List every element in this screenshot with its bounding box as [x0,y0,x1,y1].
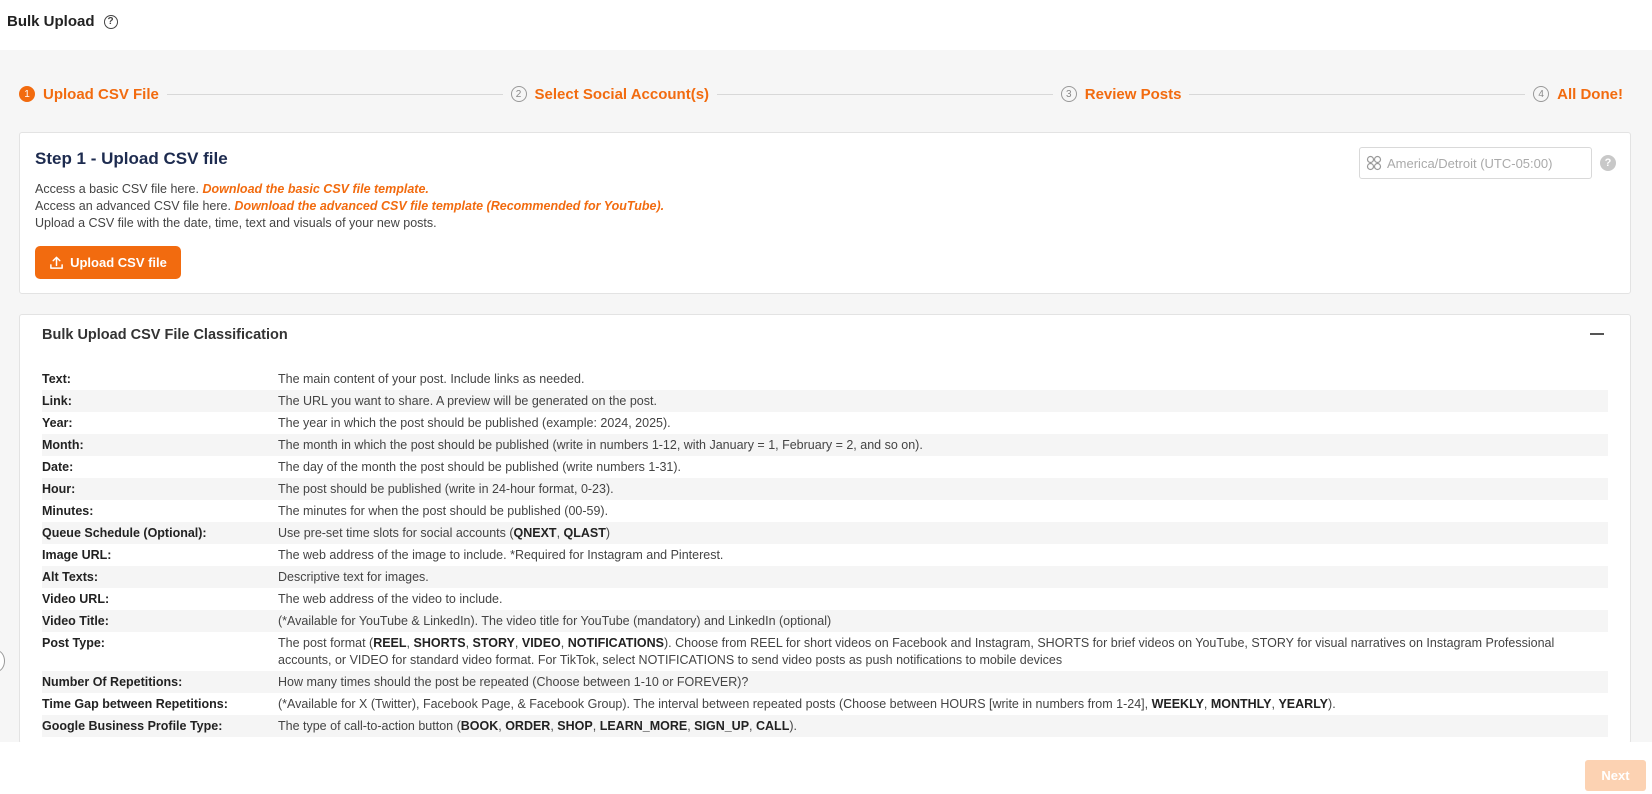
advanced-template-line [35,198,664,215]
table-row [42,693,1608,715]
table-row [42,368,1608,390]
description-keyword: QNEXT [513,525,557,540]
upload-card-text [35,181,664,232]
field-description [278,613,1608,630]
field-name: Minutes: [42,503,94,518]
field-name: Image URL: [42,547,112,562]
description-keyword: LEARN_MORE [599,718,688,733]
step-number: 1 [19,86,35,102]
description-text: ). Choose from REEL for short videos on Facebook and Instagram, SHORTS for brief videos on YouTube, STORY for visual narratives on Instagram Professional accounts, or VIDEO for standard video format. For TikTok, select NOTIFICATIONS to send video posts as push notifications to mobile devices [278,635,1555,667]
description-text: The web address of the video to include. [278,591,503,606]
field-description [278,635,1608,669]
advanced-template-link[interactable]: Download the advanced CSV file template (Recommended for YouTube). [234,199,665,213]
description-keyword: SIGN_UP [694,718,750,733]
field-name: Video URL: [42,591,110,606]
table-row [42,478,1608,500]
description-keyword: YEARLY [1278,696,1329,711]
upload-button-label: Upload CSV file [70,255,167,270]
step-select-accounts[interactable] [511,86,710,103]
bottom-bar [0,742,1652,794]
description-text: , [514,635,522,650]
table-row [42,566,1608,588]
field-description [278,503,1608,520]
description-keyword: VIDEO [521,635,561,650]
field-description [278,415,1608,432]
field-description [278,696,1608,713]
step-number: 2 [511,86,527,102]
classification-table [42,368,1608,737]
minus-icon[interactable] [1590,333,1604,335]
top-bar [0,0,1652,50]
description-text: (*Available for YouTube & LinkedIn). The video title for YouTube (mandatory) and LinkedIn (optional) [278,613,832,628]
upload-csv-button[interactable] [35,246,181,279]
description-text: , [749,718,756,733]
table-row [42,671,1608,693]
description-text: (*Available for X (Twitter), Facebook Page, & Facebook Group). The interval between repeated posts (Choose between HOURS [write in numbers from 1-24], [278,696,1152,711]
table-row [42,412,1608,434]
table-row [42,456,1608,478]
step-review-posts[interactable] [1061,86,1182,103]
timezone-select[interactable] [1359,147,1592,179]
description-keyword: QLAST [563,525,606,540]
description-text: The main content of your post. Include links as needed. [278,371,585,386]
description-text: How many times should the post be repeated (Choose between 1-10 or FOREVER)? [278,674,749,689]
table-row [42,500,1608,522]
description-text: The type of call-to-action button ( [278,718,461,733]
table-row [42,522,1608,544]
stepper [19,84,1623,104]
advanced-template-prefix: Access an advanced CSV file here. [35,199,235,213]
upload-csv-card [19,132,1631,294]
next-button[interactable]: Next [1585,760,1646,791]
step-label: Upload CSV File [43,85,159,103]
description-text: The post should be published (write in 24-hour format, 0-23). [278,481,614,496]
field-name: Link: [42,393,72,408]
description-text: , [1271,696,1279,711]
description-text: , [406,635,414,650]
field-description [278,591,1608,608]
description-text: , [1203,696,1211,711]
step-connector [717,94,1053,95]
description-text: The minutes for when the post should be published (00-59). [278,503,609,518]
field-name: Google Business Profile Type: [42,718,223,733]
description-keyword: SHORTS [413,635,466,650]
description-keyword: BOOK [460,718,499,733]
description-text: ). [1328,696,1336,711]
table-row [42,588,1608,610]
field-description [278,674,1608,691]
step-connector [167,94,503,95]
field-name: Queue Schedule (Optional): [42,525,207,540]
field-description [278,525,1608,542]
description-text: , [498,718,506,733]
description-keyword: ORDER [505,718,551,733]
description-keyword: REEL [373,635,407,650]
field-name: Alt Texts: [42,569,99,584]
basic-template-link[interactable]: Download the basic CSV file template. [202,182,429,196]
upload-instructions: Upload a CSV file with the date, time, text and visuals of your new posts. [35,216,437,230]
field-description [278,393,1608,410]
table-row [42,632,1608,671]
table-row [42,610,1608,632]
help-icon[interactable]: ? [1600,155,1616,171]
description-text: The post format ( [278,635,374,650]
table-row [42,390,1608,412]
step-all-done[interactable] [1533,86,1623,103]
description-text: ) [605,525,611,540]
table-row [42,715,1608,737]
description-text: The day of the month the post should be published (write numbers 1-31). [278,459,682,474]
upload-icon [49,255,64,270]
description-keyword: WEEKLY [1151,696,1204,711]
description-text: Use pre-set time slots for social accounts ( [278,525,514,540]
description-keyword: CALL [756,718,790,733]
description-keyword: MONTHLY [1210,696,1272,711]
globe-grid-icon [1366,155,1382,171]
step-label: All Done! [1557,85,1623,103]
description-text: , [687,718,695,733]
classification-card [19,314,1631,744]
field-name: Number Of Repetitions: [42,674,183,689]
field-name: Year: [42,415,73,430]
description-keyword: NOTIFICATIONS [567,635,665,650]
field-description [278,569,1608,586]
field-description [278,547,1608,564]
classification-title: Bulk Upload CSV File Classification [42,327,288,343]
side-toggle-handle[interactable] [0,650,5,672]
description-text: The web address of the image to include. *Required for Instagram and Pinterest. [278,547,724,562]
description-text: The URL you want to share. A preview will be generated on the post. [278,393,657,408]
description-text: ). [789,718,797,733]
table-row [42,544,1608,566]
description-text: , [560,635,568,650]
step-number: 3 [1061,86,1077,102]
step-label: Review Posts [1084,85,1182,103]
description-keyword: SHOP [557,718,593,733]
step-upload-csv[interactable] [19,86,159,103]
description-text: , [550,718,558,733]
description-text: , [465,635,473,650]
step-number: 4 [1533,86,1549,102]
table-row [42,434,1608,456]
field-name: Month: [42,437,84,452]
description-text: Descriptive text for images. [278,569,429,584]
field-name: Time Gap between Repetitions: [42,696,228,711]
description-keyword: STORY [472,635,515,650]
field-description [278,371,1608,388]
question-circle-icon[interactable]: ? [104,15,118,29]
basic-template-line [35,181,664,198]
field-description [278,459,1608,476]
field-name: Post Type: [42,635,105,650]
step-connector [1189,94,1525,95]
field-name: Date: [42,459,74,474]
page-title [7,13,118,30]
description-text: , [556,525,564,540]
timezone-value: America/Detroit (UTC-05:00) [1387,155,1553,171]
field-name: Video Title: [42,613,109,628]
description-text: The year in which the post should be published (example: 2024, 2025). [278,415,671,430]
field-name: Text: [42,371,71,386]
field-description [278,481,1608,498]
field-description [278,718,1608,735]
description-text: The month in which the post should be published (write in numbers 1-12, with January = 1, February = 2, and so on). [278,437,923,452]
upload-card-title: Step 1 - Upload CSV file [35,149,228,168]
description-text: , [592,718,600,733]
basic-template-prefix: Access a basic CSV file here. [35,182,203,196]
field-name: Hour: [42,481,76,496]
step-label: Select Social Account(s) [534,85,710,103]
page-title-text: Bulk Upload [7,13,95,30]
field-description [278,437,1608,454]
